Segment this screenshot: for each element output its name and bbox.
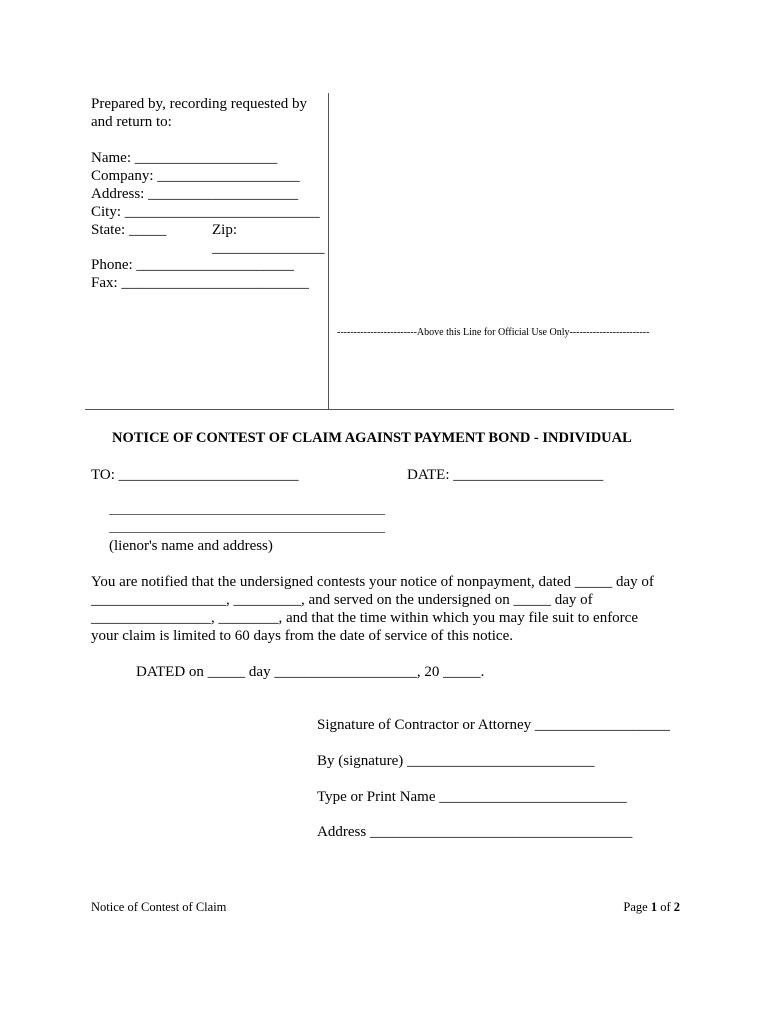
address-field[interactable]: ____________________ xyxy=(148,186,299,202)
page-prefix: Page xyxy=(623,900,651,914)
lienor-line-1[interactable]: ______________________________________________ xyxy=(109,502,385,516)
phone-row xyxy=(91,256,294,274)
prepared-by-line2: and return to: xyxy=(91,114,172,130)
fax-label: Fax: xyxy=(91,275,118,291)
footer-title: Notice of Contest of Claim xyxy=(91,900,227,914)
name-field[interactable]: ___________________ xyxy=(134,150,278,166)
header-vertical-divider xyxy=(328,93,329,410)
date-field[interactable]: DATE: ____________________ xyxy=(407,467,604,483)
company-row xyxy=(91,167,300,185)
state-field[interactable]: _____ xyxy=(128,222,167,238)
address-row xyxy=(91,185,298,203)
lienor-line-2[interactable]: ______________________________________________ xyxy=(109,520,385,534)
state-label: State: xyxy=(91,222,126,238)
zip-label: Zip: xyxy=(212,222,237,238)
signature-by[interactable]: By (signature) _________________________ xyxy=(317,753,595,769)
type-print-name[interactable]: Type or Print Name _________________________ xyxy=(317,789,627,805)
page-number xyxy=(623,900,680,915)
lienor-label: (lienor's name and address) xyxy=(109,538,273,554)
prepared-by-line1: Prepared by, recording requested by xyxy=(91,96,308,112)
city-field[interactable]: __________________________ xyxy=(124,204,320,220)
company-label: Company: xyxy=(91,168,154,184)
phone-field[interactable]: _____________________ xyxy=(136,257,294,273)
fax-row xyxy=(91,274,309,292)
city-row xyxy=(91,203,320,221)
page-current: 1 xyxy=(650,900,658,914)
body-line-1: You are notified that the undersigned contests your notice of nonpayment, dated _____ day of xyxy=(91,574,654,590)
header-horizontal-divider xyxy=(85,409,674,410)
zip-field[interactable]: _______________ xyxy=(212,240,325,256)
page-of: of xyxy=(657,900,674,914)
name-label: Name: xyxy=(91,150,131,166)
fax-field[interactable]: _________________________ xyxy=(121,275,309,291)
phone-label: Phone: xyxy=(91,257,133,273)
to-field[interactable]: TO: ________________________ xyxy=(91,467,299,483)
dated-line[interactable]: DATED on _____ day ___________________, 20 _____. xyxy=(136,664,485,680)
signature-address[interactable]: Address ___________________________________ xyxy=(317,824,633,840)
body-line-4: your claim is limited to 60 days from the date of service of this notice. xyxy=(91,628,513,644)
city-label: City: xyxy=(91,204,122,220)
name-row xyxy=(91,149,277,167)
page-title: NOTICE OF CONTEST OF CLAIM AGAINST PAYMENT BOND - INDIVIDUAL xyxy=(112,430,632,446)
company-field[interactable]: ___________________ xyxy=(157,168,300,184)
address-label: Address: xyxy=(91,186,145,202)
body-line-3: ________________, ________, and that the time within which you may file suit to enforce xyxy=(91,610,638,626)
body-line-2: __________________, _________, and served on the undersigned on _____ day of xyxy=(91,592,593,608)
state-row xyxy=(91,221,166,239)
page-total: 2 xyxy=(673,900,680,914)
official-use-note: ------------------------Above this Line for Official Use Only------------------------ xyxy=(337,327,650,338)
signature-contractor[interactable]: Signature of Contractor or Attorney __________________ xyxy=(317,717,670,733)
